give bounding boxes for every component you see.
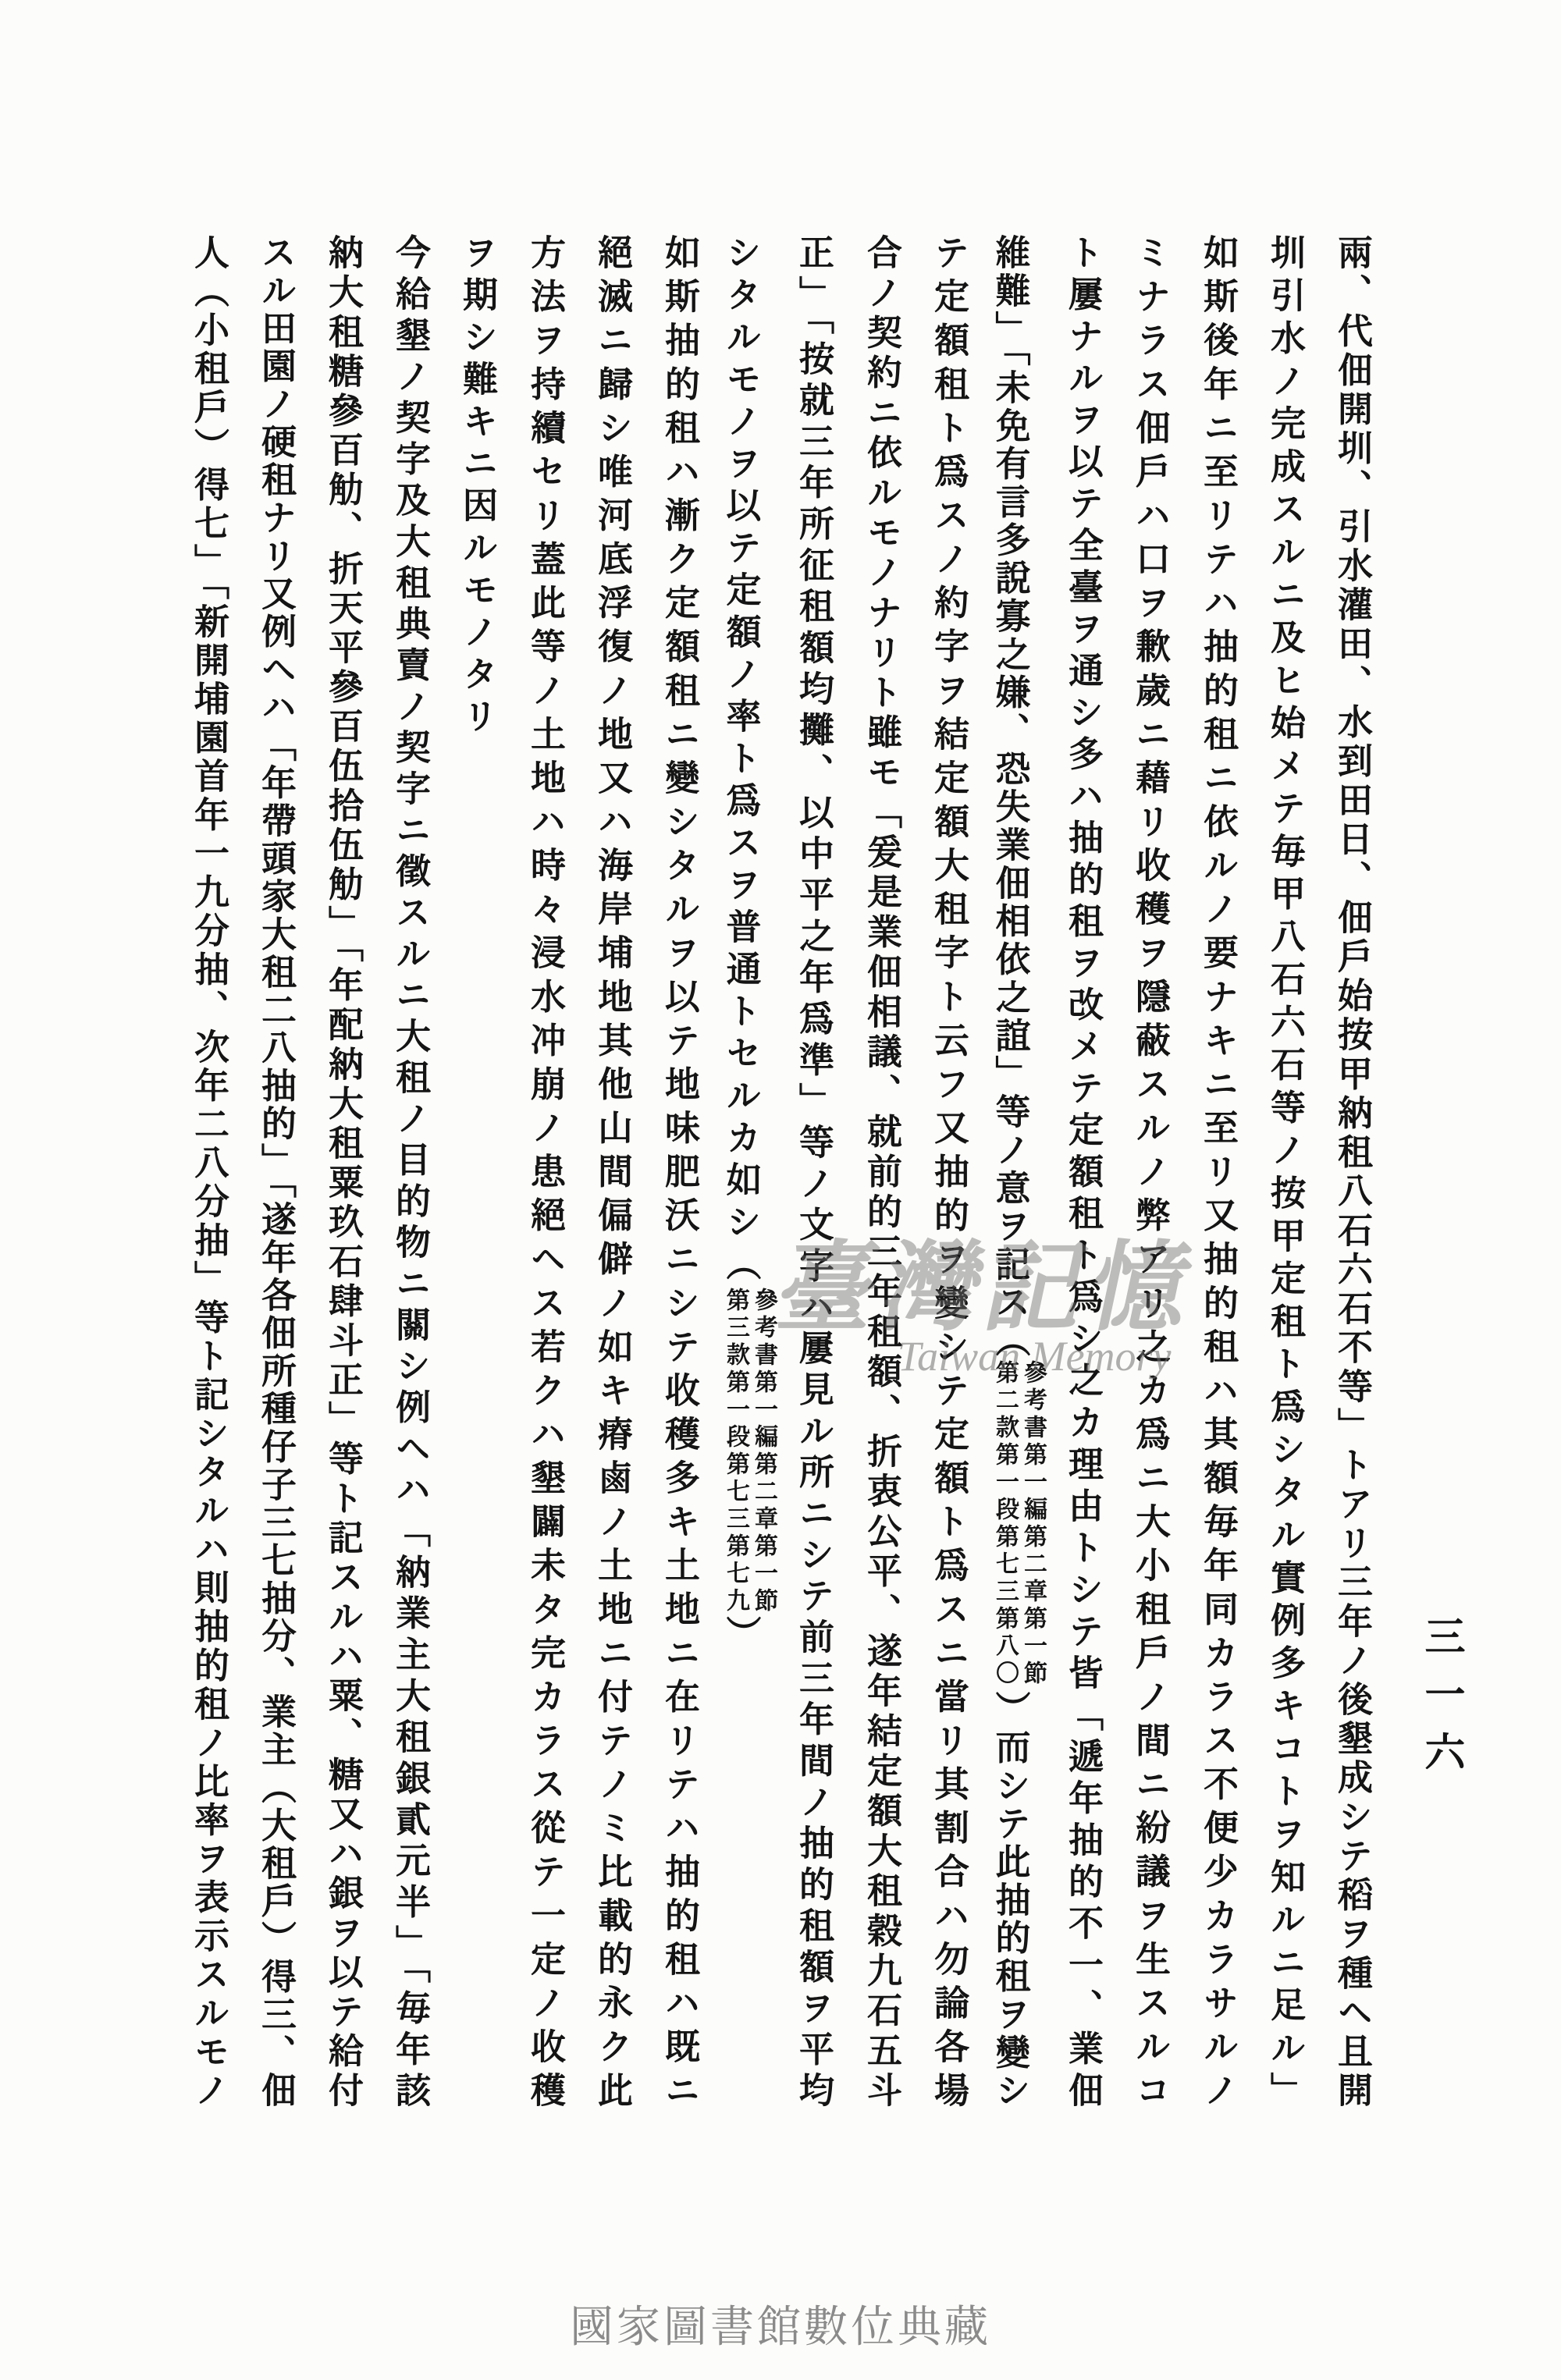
text-column-12: 絕滅ニ歸シ唯河底浮復ノ地又ハ海岸埔地其他山間偏僻ノ如キ瘠鹵ノ土地ニ付テノミ比載的永ク此 — [592, 234, 633, 2107]
column-text: 維難」「未免有言多說寡之嫌、恐失業佃相依之誼」等ノ意ヲ記ス（ — [989, 234, 1031, 1360]
text-column-2: 圳引水ノ完成スルニ及ヒ始メテ毎甲八石六石等ノ按甲定租ト爲シタル實例多キコトヲ知ルニ足ル」 — [1264, 234, 1306, 2108]
text-column-8: 合ノ契約ニ依ルモノナリト雖モ「爰是業佃相議、就前的三年租額、折衷公平、遂年結定額大租穀九石五斗 — [861, 234, 902, 2107]
page-number: 三一六 — [1417, 1615, 1465, 1789]
text-column-17: スル田園ノ硬租ナリ又例ヘハ「年帶頭家大租二八抽的」「遂年各佃所種仔子三七抽分、業主（大租戶）得三、佃 — [255, 234, 297, 2107]
reference-note-line-1: 參考書第一編第二章第一節 — [750, 1288, 777, 1615]
reference-note-line-1: 參考書第一編第二章第一節 — [1019, 1359, 1047, 1688]
column-text-continued: ）而シテ此抽的租ヲ變シ — [989, 1687, 1031, 2108]
text-column-11: 如斯抽的租ハ漸ク定額租ニ變シタルヲ以テ地味肥沃ニシテ收穫多キ土地ニ在リテハ抽的租ハ既ニ — [659, 234, 700, 2107]
collection-footer: 國家圖書館數位典藏 — [570, 2302, 991, 2353]
reference-note-line-2: 第三款第一段第七三第七九 — [722, 1288, 749, 1615]
watermark-logo-english: Taiwan Memory — [898, 1333, 1172, 1380]
text-column-14: ヲ期シ難キニ因ルモノタリ — [457, 234, 498, 740]
text-column-15: 今給墾ノ契字及大租典賣ノ契字ニ徵スルニ大租ノ目的物ニ關シ例ヘハ「納業主大租銀貳元半」「毎年該 — [389, 234, 431, 2108]
text-column-13: 方法ヲ持續セリ蓋此等ノ土地ハ時々浸水冲崩ノ患絕ヘス若クハ墾闢未タ完カラス從テ一定ノ收穫 — [524, 234, 566, 2107]
text-column-7: テ定額租ト爲スノ約字ヲ結定額大租字ト云フ又抽的ヲ變シテ定額ト爲スニ當リ其割合ハ勿論各場 — [928, 234, 969, 2107]
reference-note-line-2: 第二款第一段第七三第八〇 — [991, 1359, 1019, 1688]
text-column-3: 如斯後年ニ至リテハ抽的租ニ依ルノ要ナキニ至リ又抽的租ハ其額毎年同カラス不便少カラサルノ — [1197, 234, 1239, 2107]
text-column-18: 人（小租戶）得七」「新開埔園首年一九分抽、次年二八分抽」等ト記シタルハ則抽的租ノ比率ヲ表示スルモノ — [188, 234, 229, 2107]
text-column-9: 正」「按就三年所征租額均攤、以中平之年爲準」等ノ文字ハ屢見ル所ニシテ前三年間ノ抽的租額ヲ平均 — [793, 234, 834, 2107]
column-text: シタルモノヲ以テ定額ノ率ト爲スヲ普通トセルカ如シ（ — [720, 234, 762, 1288]
watermark-logo: 臺灣記憶 — [768, 1231, 1208, 1345]
text-column-4: ミナラス佃戶ハ口ヲ歉歲ニ藉リ收穫ヲ隱蔽スルノ弊アリ之カ爲ニ大小租戶ノ間ニ紛議ヲ生スルコ — [1129, 234, 1171, 2107]
text-column-5: ト屢ナルヲ以テ全臺ヲ通シ多ハ抽的租ヲ改メテ定額租ト爲シ之カ理由トシテ皆「遞年抽的不一、業佃 — [1062, 234, 1104, 2107]
reference-note — [721, 1288, 777, 1615]
text-column-10 — [715, 234, 777, 2107]
column-text-continued: ） — [720, 1615, 762, 1657]
text-column-6 — [984, 234, 1047, 2107]
text-column-1: 兩、代佃開圳、引水灌田、水到田日、佃戶始按甲納租八石六石不等」トアリ三年ノ後墾成シテ稻ヲ種ヘ且開 — [1332, 234, 1373, 2108]
text-column-16: 納大租糖參百觔、折天平參百伍拾伍觔」「年配納大租粟玖石肆斗正」等ト記スルハ粟、糖又ハ銀ヲ以テ給付 — [322, 234, 364, 2108]
reference-note — [990, 1360, 1047, 1688]
